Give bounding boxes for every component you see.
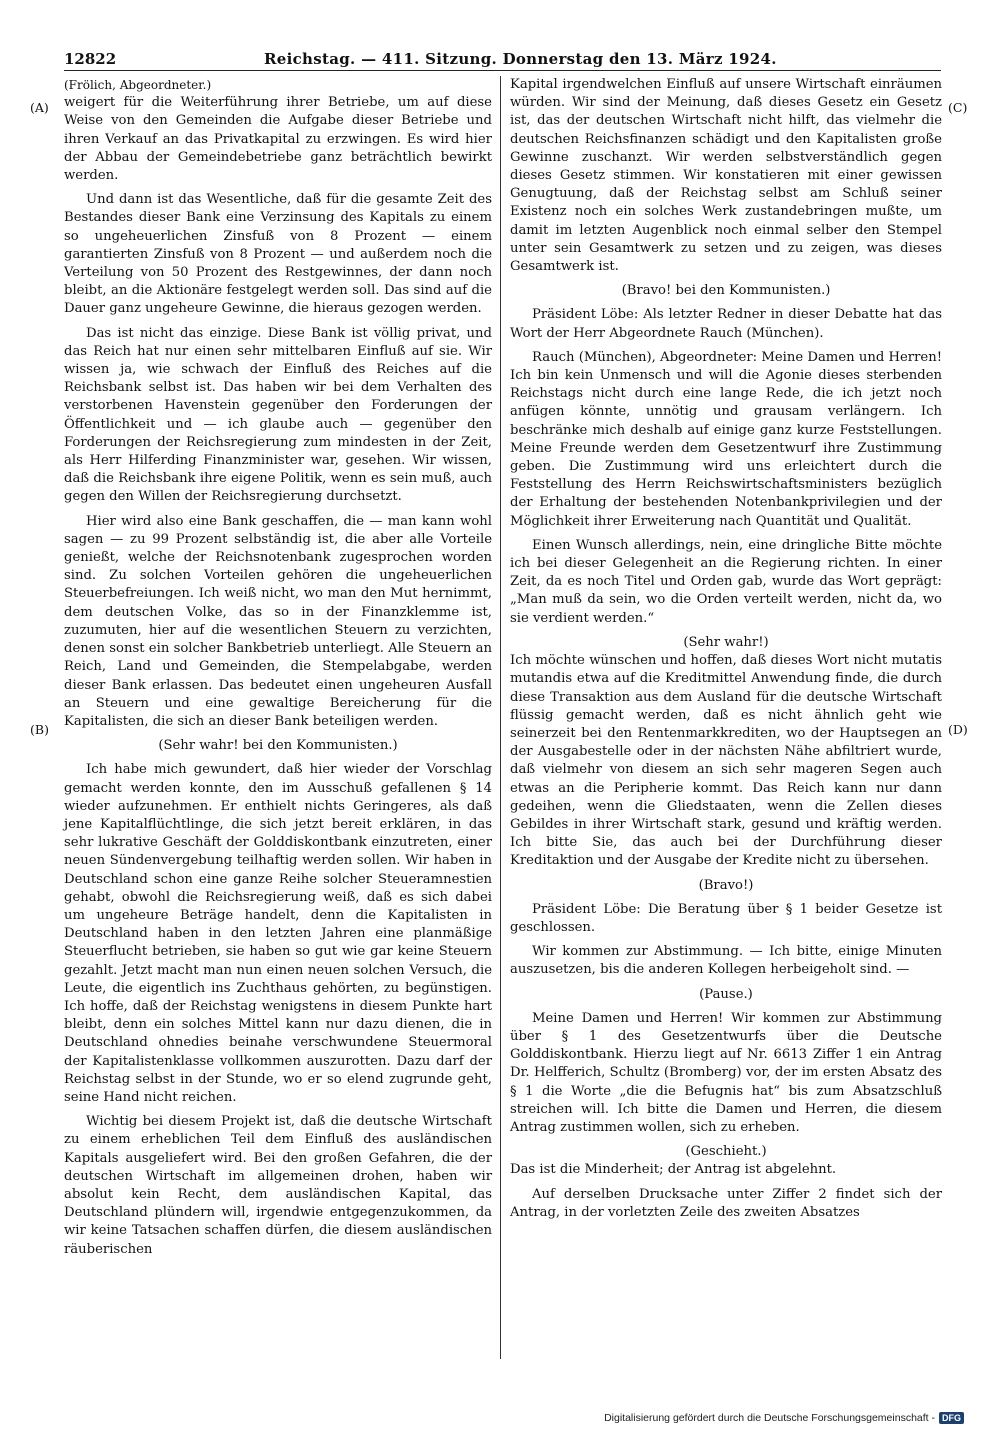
paragraph: Meine Damen und Herren! Wir kommen zur Abstimmung über § 1 des Gesetzentwurfs über die Deutsche Golddiskontbank. Hierzu liegt auf Nr. 6613 Ziffer 1 ein Antrag Dr. Helfferich, Schultz (Bromberg) vor, der im ersten Absatz des § 1 die Worte „die die Befugnis hat“ bis zum Absatzschluß streichen will. Ich bitte die Damen und Herren, die diesem Antrag zustimmen wollen, sich zu erheben. [510,1010,942,1135]
interjection: (Geschieht.) [685,1144,767,1160]
speaker-label: (Frölich, Abgeordneter.) [64,78,212,92]
paragraph: Und dann ist das Wesentliche, daß für die gesamte Zeit des Bestandes dieser Bank eine Verzinsung des Kapitals zu einem so ungeheuerlichen Zinsfuß von 8 Prozent — einem garantierten Zinsfuß von 8 Prozent — und außerdem noch die Verteilung von 50 Prozent des Restgewinnes, der dann noch bleibt, an die Aktionäre festgelegt werden soll. Das sind auf die Dauer ganz ungeheure Gewinne, die hieraus gezogen werden. [64,192,492,317]
paragraph: Hier wird also eine Bank geschaffen, die — man kann wohl sagen — zu 99 Prozent selbständig ist, die aber alle Vorteile genießt, welche der Reichsnotenbank zugesprochen worden sind. Zu solchen Vorteilen gehören die ungeheuerlichen Steuerbefreiungen. Ich weiß nicht, wo man den Mut hernimmt, dem deutschen Volke, das so in der Finanzklemme ist, zuzumuten, hier auf die wesentlichen Steuern zu verzichten, denen sonst ein solcher Bankbetrieb unterliegt. Alle Steuern an Reich, Land und Gemeinden, die Stempelabgabe, werden dieser Bank erlassen. Das bedeutet einen ungeheuren Ausfall an Steuern und eine gewaltige Bereicherung für die Kapitalisten, die sich an dieser Bank beteiligen werden. [64,513,492,729]
interjection: (Sehr wahr! bei den Kommunisten.) [158,738,398,754]
paragraph: Präsident Löbe: Die Beratung über § 1 beider Gesetze ist geschlossen. [510,901,942,935]
page-header [64,50,941,72]
paragraph: weigert für die Weiterführung ihrer Betriebe, um auf diese Weise von den Gemeinden die Aufgabe dieser Betriebe und ihren Verkauf an das Privatkapital zu erzwingen. Es wird hier der Abbau der Gemeindebetriebe ganz beträchtlich bewirkt werden. [64,95,492,184]
margin-mark-c: (C) [948,100,968,115]
paragraph: Präsident Löbe: Als letzter Redner in dieser Debatte hat das Wort der Herr Abgeordnete Rauch (München). [510,307,942,341]
margin-mark-b: (B) [30,722,49,737]
left-column [64,76,492,1259]
header-rule [64,70,941,71]
paragraph: Wir kommen zur Abstimmung. — Ich bitte, einige Minuten auszusetzen, bis die anderen Kollegen herbeigeholt sind. — [510,944,942,978]
paragraph: Das ist die Minderheit; der Antrag ist abgelehnt. [510,1162,837,1178]
right-column [510,76,942,1222]
column-divider [500,76,501,1359]
paragraph: Einen Wunsch allerdings, nein, eine dringliche Bitte möchte ich bei dieser Gelegenheit an die Regierung richten. In einer Zeit, da es noch Titel und Orden gab, wurde das Wort geprägt: „Man muß da sein, wo die Orden verteilt werden, nicht da, wo sie verdient werden.“ [510,537,942,626]
footer [604,1412,964,1424]
margin-mark-a: (A) [30,100,49,115]
margin-mark-d: (D) [948,722,968,737]
paragraph: Ich möchte wünschen und hoffen, daß dieses Wort nicht mutatis mutandis etwa auf die Kreditmittel Anwendung finde, die durch diese Transaktion aus dem Ausland für die deutsche Wirtschaft flüssig gemacht werden, daß es nicht ähnlich geht wie seinerzeit bei den Rentenmarkkrediten, wo der Hauptsegen an der Ausgabestelle oder in der nächsten Nähe abfiltriert wurde, daß vielmehr von diesem an sich sehr mageren Segen auch etwas an die Peripherie kommt. Das Reich kann nur dann gedeihen, wenn die Gliedstaaten, wenn die Zellen dieses Gebildes in ihrer Wirtschaft stark, gesund und kräftig werden. Ich bitte Sie, das auch bei der Durchführung dieser Kreditaktion und der Ausgabe der Kredite nicht zu übersehen. [510,653,942,869]
paragraph: Rauch (München), Abgeordneter: Meine Damen und Herren! Ich bin kein Unmensch und will die Agonie dieses sterbenden Reichstags nicht durch eine lange Rede, die ich jetzt noch anfügen könnte, unnötig und grausam verlängern. Ich beschränke mich deshalb auf einige ganz kurze Feststellungen. Meine Freunde werden dem Gesetzentwurf ihre Zustimmung geben. Die Zustimmung wird uns erleichtert durch die Feststellung des Herrn Reichswirtschaftsministers bezüglich der Erhaltung der bestehenden Notenbankprivilegien und der Möglichkeit ihrer Erweiterung nach Quantität und Qualität. [510,349,942,529]
paragraph: Auf derselben Drucksache unter Ziffer 2 findet sich der Antrag, in der vorletzten Zeile des zweiten Absatzes [510,1186,942,1220]
interjection: (Sehr wahr!) [683,634,769,650]
paragraph: Ich habe mich gewundert, daß hier wieder der Vorschlag gemacht werden konnte, den im Ausschuß gefallenen § 14 wieder aufzunehmen. Er enthielt nichts Geringeres, als daß jene Kapitalflüchtlinge, die sich jetzt bereit erklären, in das sehr lukrative Geschäft der Golddiskontbank einzutreten, einer neuen Sündenvergebung teilhaftig werden sollen. Wir haben in Deutschland schon eine ganze Reihe solcher Steueramnestien gehabt, obwohl die Reichsregierung weiß, daß es sich dabei um ungeheure Beträge handelt, denn die Kapitalisten in Deutschland haben in den letzten Jahren eine planmäßige Steuerflucht betrieben, sie haben so gut wie gar keine Steuern gezahlt. Jetzt macht man nun einen neuen solchen Versuch, die Leute, die eigentlich ins Zuchthaus gehörten, zu begünstigen. Ich hoffe, daß der Reichstag wenigstens in diesem Punkte hart bleibt, denn ein solches Mittel kann nur dazu dienen, die in Deutschland ohnedies beinahe verschwundene Steuermoral der Kapitalistenklasse vollkommen auszurotten. Dazu darf der Reichstag selbst in der Stunde, wo er so elend zugrunde geht, seine Hand nicht reichen. [64,762,492,1105]
page-number: 12822 [64,50,117,68]
footer-text: Digitalisierung gefördert durch die Deutsche Forschungsgemeinschaft - [604,1412,935,1424]
dfg-logo: DFG [939,1412,964,1424]
interjection: (Pause.) [699,986,753,1002]
running-title: Reichstag. — 411. Sitzung. Donnerstag den 13. März 1924. [264,50,777,68]
paragraph: Wichtig bei diesem Projekt ist, daß die deutsche Wirtschaft zu einem erheblichen Teil dem Einfluß des ausländischen Kapitals ausgeliefert wird. Bei den großen Gefahren, die der deutschen Wirtschaft im allgemeinen drohen, haben wir absolut kein Recht, dem ausländischen Kapital, das Deutschland plündern will, irgendwie entgegenzukommen, da wir keine Tatsachen schaffen dürfen, die diesem ausländischen räuberischen [64,1114,492,1257]
paragraph: Das ist nicht das einzige. Diese Bank ist völlig privat, und das Reich hat nur einen sehr mittelbaren Einfluß auf sie. Wir wissen ja, wie schwach der Einfluß des Reiches auf die Reichsbank selbst ist. Das haben wir bei dem Verhalten des verstorbenen Havenstein gegenüber den Forderungen der Öffentlichkeit und — ich glaube auch — gegenüber den Forderungen der Reichsregierung zum mindesten in der Zeit, als Herr Hilferding Finanzminister war, gesehen. Wir wissen, daß die Reichsbank ihre eigene Politik, wenn es sein muß, auch gegen den Willen der Reichsregierung durchsetzt. [64,325,492,505]
interjection: (Bravo! bei den Kommunisten.) [621,283,831,299]
paragraph: Kapital irgendwelchen Einfluß auf unsere Wirtschaft einräumen würden. Wir sind der Meinung, daß dieses Gesetz ein Gesetz ist, das der deutschen Wirtschaft nicht hilft, das vielmehr die deutschen Reichsfinanzen schädigt und den Kapitalisten große Gewinne zuschanzt. Wir werden selbstverständlich gegen dieses Gesetz stimmen. Wir konstatieren mit einer gewissen Genugtuung, daß der Reichstag selbst am Schluß seiner Existenz noch ein solches Werk zustandebringen mußte, um damit im letzten Augenblick noch einmal selber den Stempel unter sein Gesamtwerk zu setzen und zu zeigen, was dieses Gesamtwerk ist. [510,77,942,275]
interjection: (Bravo!) [698,877,754,893]
